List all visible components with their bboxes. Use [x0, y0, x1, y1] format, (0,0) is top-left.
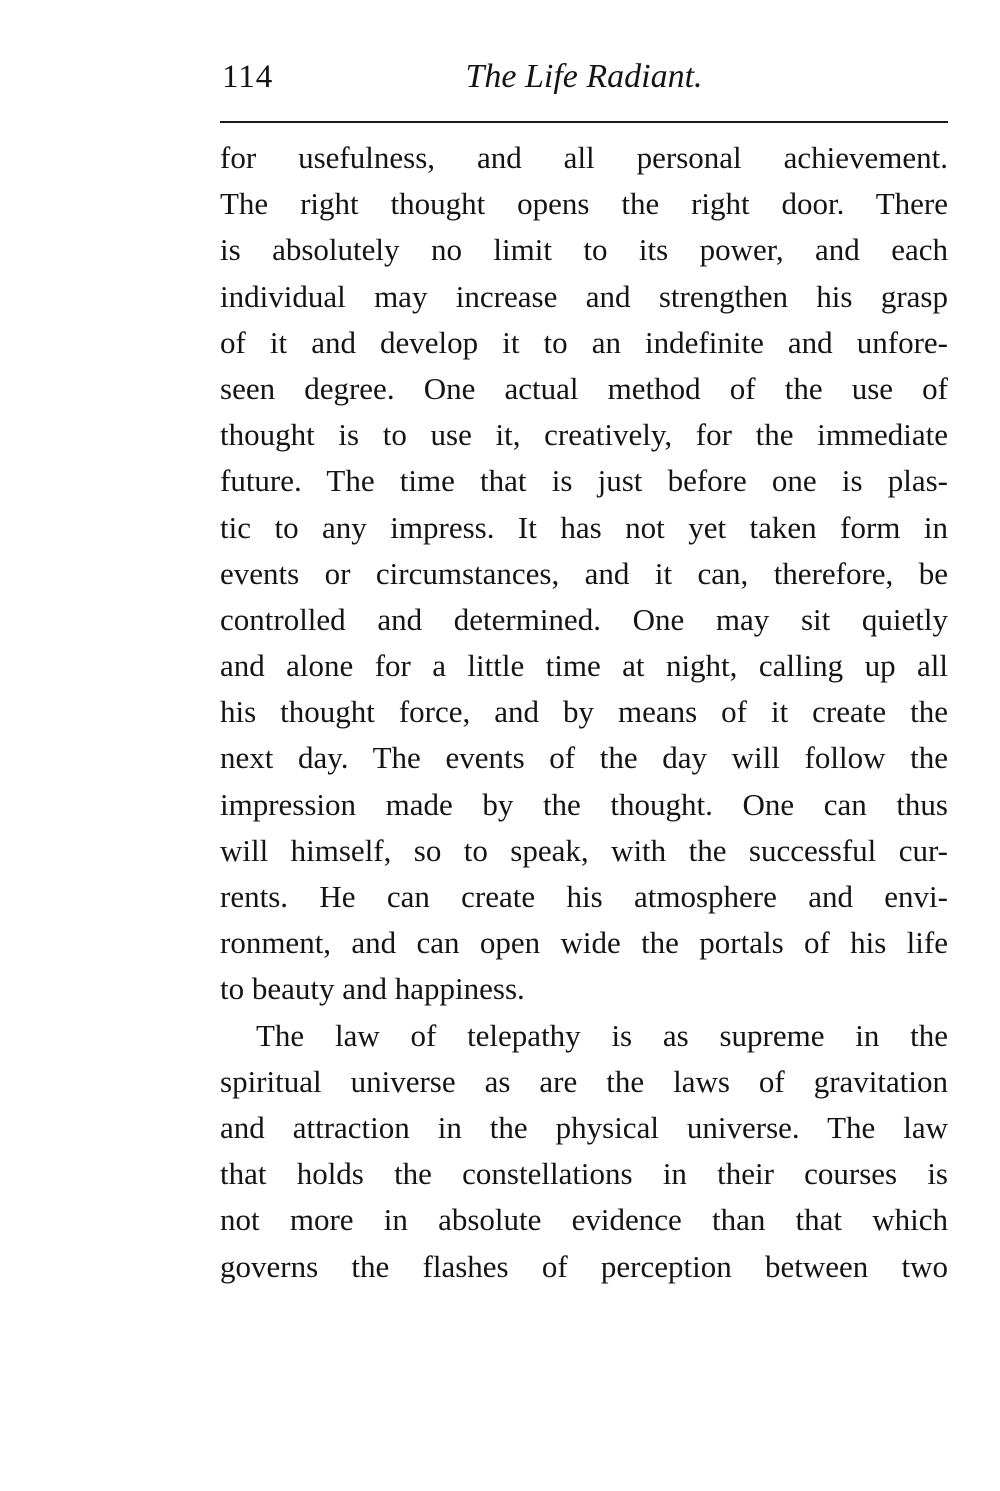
text-line: his thought force, and by means of it create the [220, 694, 948, 730]
paragraph-1 [220, 135, 948, 1013]
text-line: thought is to use it, creatively, for the immediate [220, 417, 948, 453]
text-line: The right thought opens the right door. There [220, 186, 948, 222]
header-rule [220, 121, 948, 123]
text-line: is absolutely no limit to its power, and each [220, 232, 948, 268]
text-line: and alone for a little time at night, calling up all [220, 648, 948, 684]
page-header [220, 52, 948, 102]
text-line: governs the flashes of perception between two [220, 1248, 948, 1284]
body-text [220, 135, 948, 1290]
text-line: of it and develop it to an indefinite and unfore- [220, 324, 948, 360]
text-line: impression made by the thought. One can thus [220, 786, 948, 822]
text-line: ronment, and can open wide the portals of his life [220, 925, 948, 961]
text-line: The law of telepathy is as supreme in the [256, 1017, 948, 1053]
text-line: next day. The events of the day will follow the [220, 740, 948, 776]
text-line: tic to any impress. It has not yet taken form in [220, 509, 948, 545]
text-line: that holds the constellations in their courses is [220, 1156, 948, 1192]
paragraph-2 [220, 1013, 948, 1290]
running-title: The Life Radiant. [465, 58, 703, 95]
text-line: controlled and determined. One may sit quietly [220, 601, 948, 637]
text-line: events or circumstances, and it can, therefore, be [220, 555, 948, 591]
page-number: 114 [222, 59, 274, 95]
text-line: to beauty and happiness. [220, 971, 525, 1007]
text-line: spiritual universe as are the laws of gravitation [220, 1063, 948, 1099]
text-line: rents. He can create his atmosphere and envi- [220, 879, 948, 914]
text-line: for usefulness, and all personal achievement. [220, 140, 948, 175]
text-line: not more in absolute evidence than that which [220, 1202, 948, 1238]
text-line: future. The time that is just before one is plas- [220, 463, 948, 499]
text-line: and attraction in the physical universe. The law [220, 1109, 948, 1145]
text-line: will himself, so to speak, with the successful cur- [220, 832, 948, 868]
text-line: seen degree. One actual method of the use of [220, 370, 948, 406]
text-line: individual may increase and strengthen his grasp [220, 278, 948, 314]
